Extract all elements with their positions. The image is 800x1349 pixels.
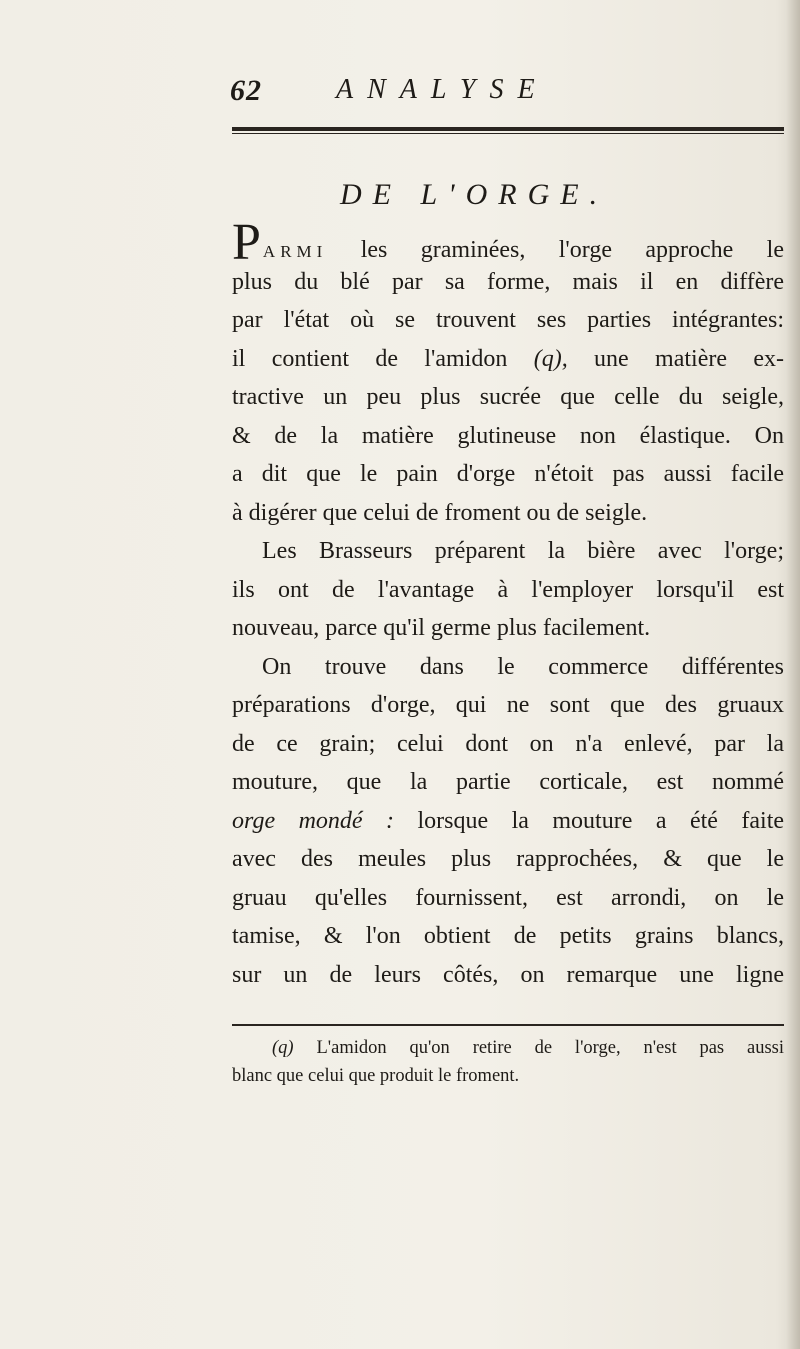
footnote-line: blanc que celui que produit le froment. bbox=[232, 1066, 520, 1086]
text-line: préparations d'orge, qui ne sont que des gruaux bbox=[232, 692, 784, 718]
page-number: 62 bbox=[230, 74, 262, 107]
footnote-line: (q) L'amidon qu'on retire de l'orge, n'est pas aussi bbox=[272, 1038, 785, 1058]
footnote bbox=[232, 1034, 784, 1090]
italic-term: orge mondé : bbox=[232, 807, 395, 834]
text-line: On trouve dans le commerce différentes bbox=[262, 653, 784, 680]
text-line: Les Brasseurs préparent la bière avec l'orge; bbox=[262, 538, 784, 564]
text-line: sur un de leurs côtés, on remarque une ligne bbox=[232, 961, 784, 988]
section-title: DE L'ORGE. bbox=[340, 178, 609, 211]
text-line: nouveau, parce qu'il germe plus facilement. bbox=[232, 615, 651, 641]
text-line: par l'état où se trouvent ses parties intégrantes: bbox=[232, 307, 784, 333]
text-line: avec des meules plus rapprochées, & que le bbox=[232, 846, 784, 872]
header-rule bbox=[232, 127, 784, 134]
drop-capital: P bbox=[232, 214, 261, 271]
footnote-rule bbox=[232, 1024, 784, 1026]
text-line: tamise, & l'on obtient de petits grains blancs, bbox=[232, 923, 784, 949]
text-line: gruau qu'elles fournissent, est arrondi, on le bbox=[232, 884, 784, 911]
text-line: il contient de l'amidon (q), une matière ex- bbox=[232, 345, 785, 372]
footnote-reference: (q), bbox=[533, 345, 568, 372]
text-line: mouture, que la partie corticale, est nommé bbox=[232, 769, 784, 795]
text-line: a dit que le pain d'orge n'étoit pas aussi facile bbox=[232, 461, 784, 487]
text-line: ils ont de l'avantage à l'employer lorsqu'il est bbox=[232, 576, 784, 603]
page-edge-shadow bbox=[786, 0, 800, 1349]
first-word-smallcaps: ARMI bbox=[262, 242, 328, 261]
text-line: plus du blé par sa forme, mais il en diffère bbox=[232, 268, 784, 295]
text-line: PARMI les graminées, l'orge approche le bbox=[232, 214, 785, 271]
text-line: & de la matière glutineuse non élastique. On bbox=[232, 422, 784, 449]
running-head: ANALYSE bbox=[336, 74, 549, 105]
text-line: orge mondé : lorsque la mouture a été faite bbox=[232, 807, 785, 834]
text-line: tractive un peu plus sucrée que celle du seigle, bbox=[232, 384, 784, 410]
footnote-marker: (q) bbox=[272, 1038, 294, 1058]
text-line: de ce grain; celui dont on n'a enlevé, par la bbox=[232, 730, 784, 757]
text-line: à digérer que celui de froment ou de seigle. bbox=[232, 499, 648, 526]
body-text bbox=[232, 214, 785, 994]
